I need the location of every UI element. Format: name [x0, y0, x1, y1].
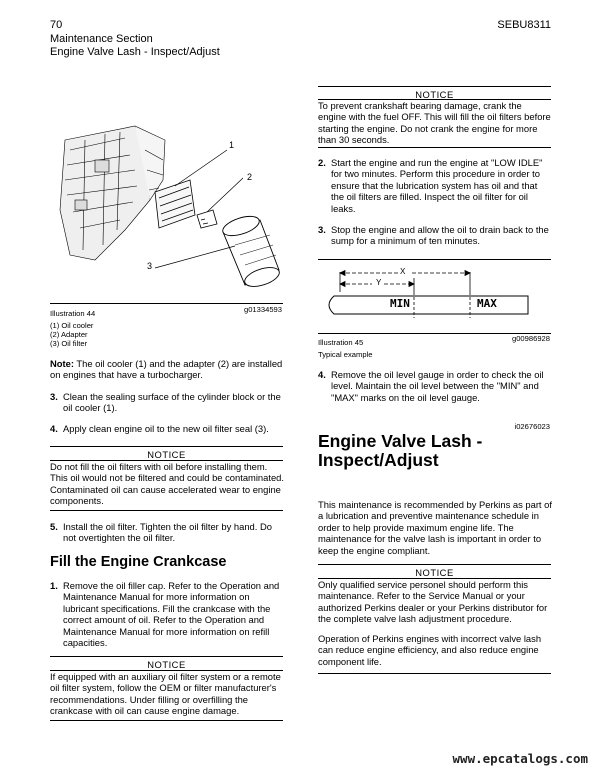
notice-3-text-2: Operation of Perkins engines with incorrect valve lash can reduce engine efficiency, and also reduce engine component life.	[318, 633, 542, 667]
watermark-link[interactable]: www.epcatalogs.com	[452, 751, 588, 766]
step-4-left	[50, 423, 284, 434]
step-number: 5.	[50, 521, 58, 532]
doc-code: SEBU8311	[497, 19, 551, 31]
notice-right-text: To prevent crankshaft bearing damage, crank the engine with the fuel OFF. This will fill the oil filters before starting the engine. Do not crank the engine for more than 30 seconds.	[318, 100, 551, 146]
step-number: 3.	[318, 224, 326, 235]
step-number: 3.	[50, 391, 58, 402]
notice-3-top-rule	[318, 564, 551, 565]
note-paragraph	[50, 358, 284, 381]
section-title: Maintenance Section	[50, 33, 153, 45]
illustration-45-code: g00986928	[511, 334, 550, 343]
step-number: 1.	[50, 580, 58, 591]
illustration-45-top-rule	[318, 259, 551, 260]
notice-2-top-rule	[50, 656, 283, 657]
step-2-right	[318, 157, 552, 214]
step-text: Apply clean engine oil to the new oil filter seal (3).	[63, 423, 269, 434]
notice-right-bottom-rule	[318, 147, 551, 148]
topic-id: i02676023	[514, 422, 550, 431]
notice-1-bottom-rule	[50, 510, 283, 511]
note-label: Note:	[50, 358, 74, 369]
valve-lash-paragraph: This maintenance is recommended by Perkins as part of a lubrication and preventive maintenance schedule in order to help provide maximum engine life. The maintenance for the valve lash is important in order to keep the engine compliant.	[318, 499, 552, 556]
notice-right-top-rule	[318, 86, 551, 87]
step-5-left	[50, 521, 284, 544]
callout-2: 2	[247, 172, 253, 182]
gauge-x-label: X	[400, 267, 406, 276]
notice-1-title: NOTICE	[147, 449, 186, 460]
step-text: Start the engine and run the engine at "LOW IDLE" for two minutes. Perform this procedure in order to ensure that the lubrication system has oil and that the oil filters are filled. Inspect the oil filter for oil leaks.	[331, 157, 543, 214]
gauge-y-label: Y	[376, 278, 382, 287]
note-text: The oil cooler (1) and the adapter (2) are installed on engines that have a turbocharger.	[50, 358, 283, 381]
notice-2-title: NOTICE	[147, 659, 186, 670]
notice-3-text-1: Only qualified service personel should perform this maintenance. Refer to the Service Manual or your authorized Perkins dealer or your Perkins distributor for the complete valve lash adjustment procedure.	[318, 579, 548, 625]
oil-cooler-illustration	[55, 120, 290, 300]
step-4-right	[318, 369, 552, 403]
callout-1: 1	[229, 140, 235, 150]
illustration-44-code: g01334593	[243, 305, 282, 314]
step-number: 4.	[318, 369, 326, 380]
step-text: Install the oil filter. Tighten the oil filter by hand. Do not overtighten the oil filter.	[63, 521, 272, 544]
gauge-min-mark: MIN	[390, 297, 410, 310]
notice-1-top-rule	[50, 446, 283, 447]
illustration-44-legend-1: (1) Oil cooler	[50, 321, 94, 330]
page-number: 70	[50, 19, 63, 31]
step-text: Clean the sealing surface of the cylinder block or the oil cooler (1).	[63, 391, 281, 414]
oil-level-gauge-illustration	[318, 262, 551, 330]
step-number: 2.	[318, 157, 326, 168]
illustration-44-title: Illustration 44	[50, 309, 96, 318]
step-3-left	[50, 391, 284, 414]
crankcase-heading: Fill the Engine Crankcase	[50, 554, 227, 570]
notice-right-title: NOTICE	[415, 89, 454, 100]
step-text: Remove the oil level gauge in order to check the oil level. Maintain the oil level between the "MIN" and "MAX" marks on the oil level gauge.	[331, 369, 544, 403]
notice-3-title: NOTICE	[415, 567, 454, 578]
notice-2-text: If equipped with an auxiliary oil filter system or a remote oil filter system, follow the OEM or filter manufacturer's recommendations. Under filling or overfilling the crankcase with oil can cause engine damage.	[50, 671, 281, 717]
topic-title: Engine Valve Lash - Inspect/Adjust	[50, 46, 220, 58]
step-text: Remove the oil filler cap. Refer to the Operation and Maintenance Manual for more information on lubricant specifications. Fill the crankcase with the correct amount of oil. Refer to the Operation and Maintenance Manual for more information on refill capacities.	[63, 580, 280, 649]
illustration-44-legend-3: (3) Oil filter	[50, 339, 88, 348]
crankcase-step-1	[50, 580, 284, 648]
illustration-44-legend-2: (2) Adapter	[50, 330, 88, 339]
valve-lash-heading: Engine Valve Lash - Inspect/Adjust	[318, 431, 483, 470]
step-number: 4.	[50, 423, 58, 434]
notice-1-text: Do not fill the oil filters with oil before installing them. This oil would not be filtered and could be contaminated. Contaminated oil can cause accelerated wear to engine components.	[50, 461, 284, 507]
notice-3-bottom-rule	[318, 673, 551, 674]
step-3-right	[318, 224, 552, 247]
notice-2-bottom-rule	[50, 720, 283, 721]
gauge-max-mark: MAX	[477, 297, 497, 310]
illustration-45-caption: Typical example	[318, 350, 373, 359]
step-text: Stop the engine and allow the oil to drain back to the sump for a minimum of ten minutes.	[331, 224, 549, 247]
illustration-44-rule	[50, 303, 283, 304]
illustration-45-title: Illustration 45	[318, 338, 364, 347]
callout-3: 3	[147, 261, 153, 271]
